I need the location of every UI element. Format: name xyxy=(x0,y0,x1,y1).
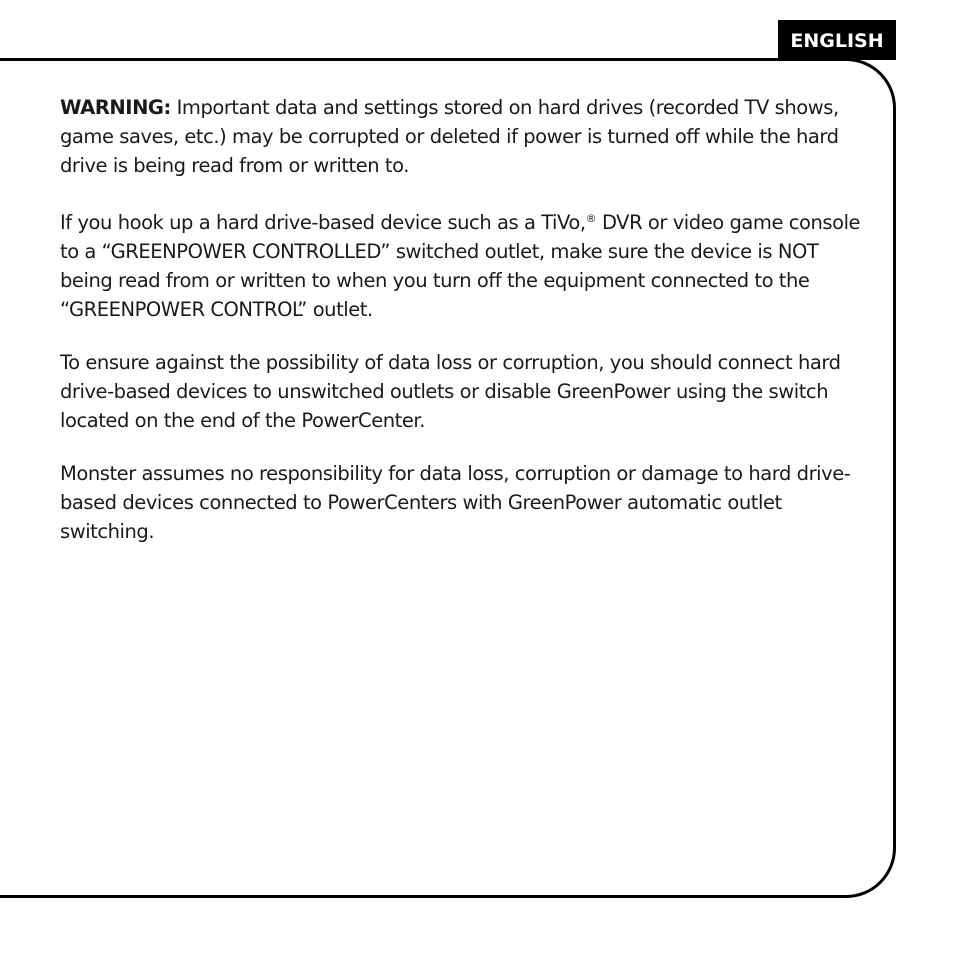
warning-label: WARNING: xyxy=(60,96,171,119)
registered-mark: ® xyxy=(585,212,597,225)
dvr-paragraph xyxy=(60,204,870,324)
document-body xyxy=(60,93,870,570)
warning-paragraph xyxy=(60,93,870,180)
dvr-text-end: DVR or video game console to a “GREENPOWER CONTROLLED” switched outlet, make sure the device is NOT being read from or written to when you turn off the equipment connected to the “GREENPOWER CONTROL” outlet. xyxy=(60,211,861,321)
disclaimer-paragraph: Monster assumes no responsibility for data loss, corruption or damage to hard drive-based devices connected to PowerCenters with GreenPower automatic outlet switching. xyxy=(60,462,851,543)
dvr-text-start: If you hook up a hard drive-based device such as a TiVo, xyxy=(60,211,586,234)
language-tab: ENGLISH xyxy=(778,20,896,60)
warning-text: Important data and settings stored on hard drives (recorded TV shows, game saves, etc.) may be corrupted or deleted if power is turned off while the hard drive is being read from or written to. xyxy=(60,96,839,177)
data-loss-paragraph: To ensure against the possibility of data loss or corruption, you should connect hard drive-based devices to unswitched outlets or disable GreenPower using the switch located on the end of the PowerCenter. xyxy=(60,351,841,432)
